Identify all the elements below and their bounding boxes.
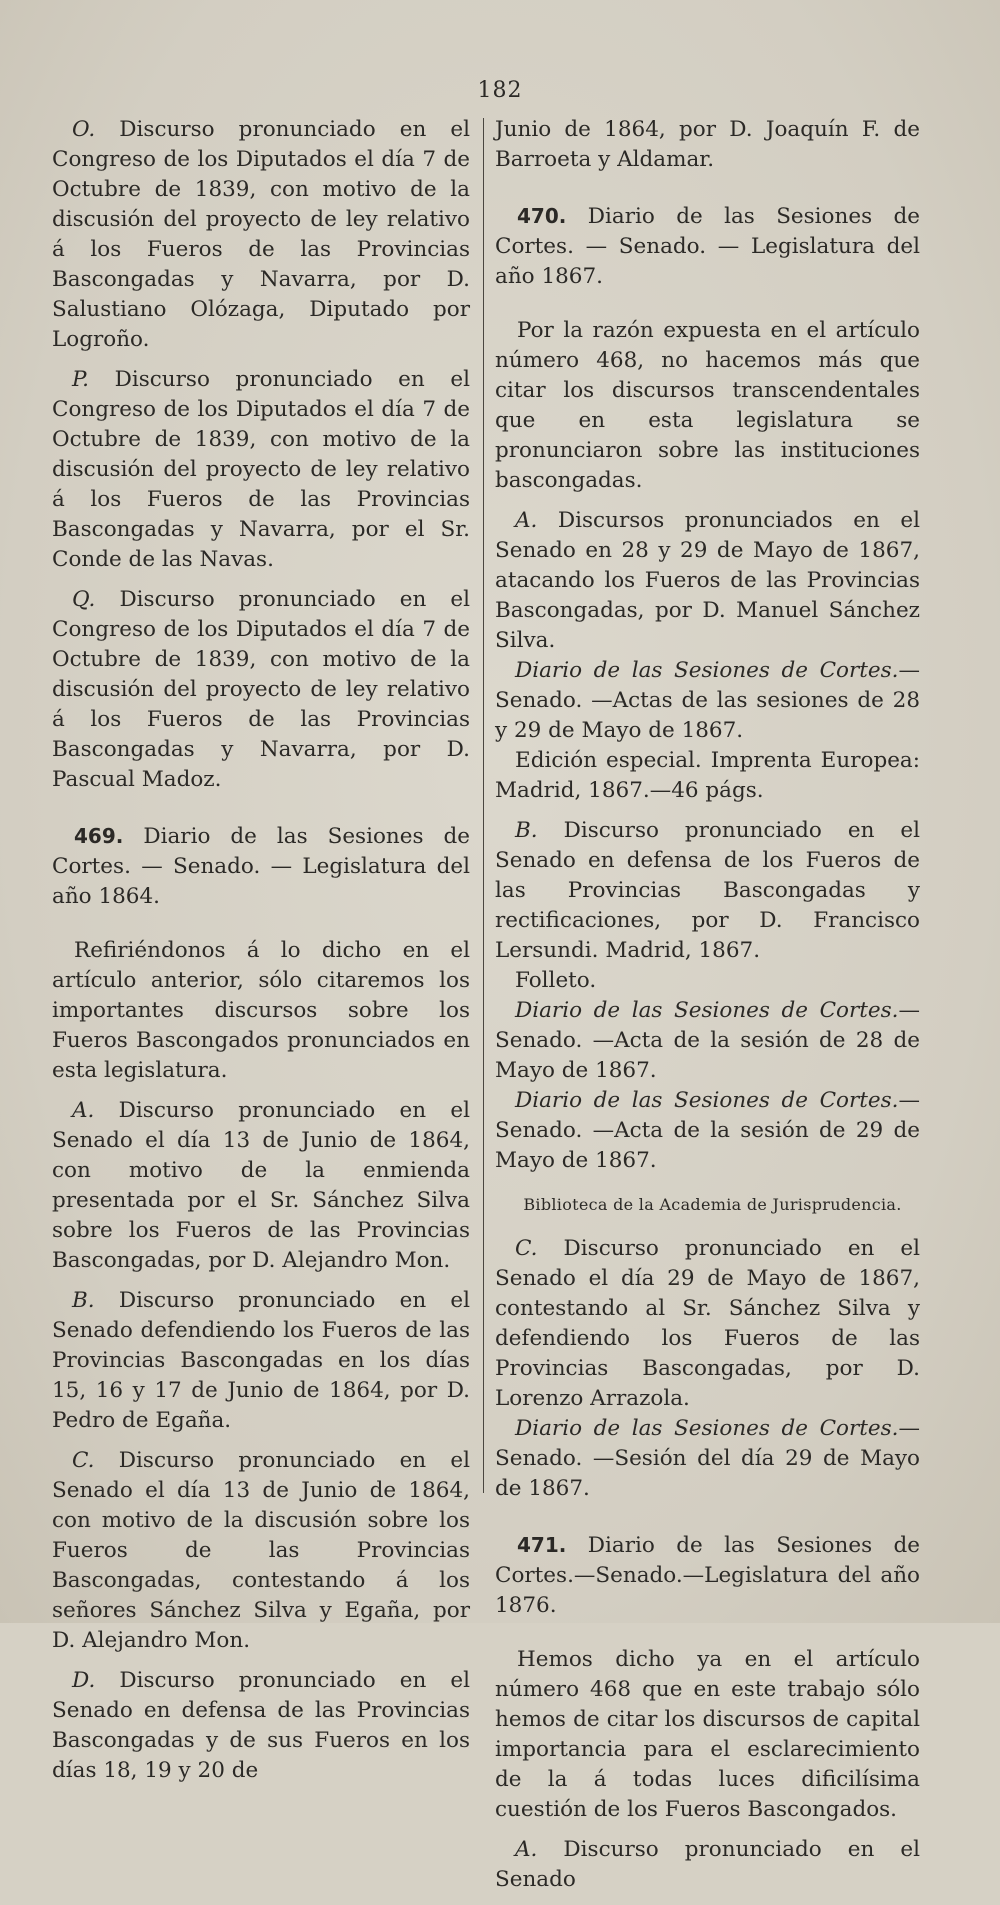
entry-text: Discurso pronunciado en el Congreso de los Diputados el día 7 de Octubre de 1839, con motivo de la discusión del proyecto de ley relativo á los Fueros de las Provincias Bascongadas y Navarra, por el Sr. Conde de las Navas. <box>52 367 470 572</box>
entry-mark: B. <box>72 1288 95 1313</box>
entry-text: Discursos pronunciados en el Senado en 28 y 29 de Mayo de 1867, atacando los Fueros de las Provincias Bascongadas, por D. Manuel Sánchez Silva. <box>495 508 920 653</box>
citation-detail: —Senado. —Sesión del día 29 de Mayo de 1867. <box>495 1416 920 1501</box>
entry-mark: C. <box>515 1236 538 1261</box>
edition-note: Edición especial. Imprenta Europea: Madrid, 1867.—46 págs. <box>495 748 920 803</box>
entry-mark: Q. <box>72 587 96 612</box>
right-column <box>495 115 920 1905</box>
section-heading-469 <box>52 821 470 912</box>
section-number: 469. <box>74 824 124 848</box>
section-intro-469: Refiriéndonos á lo dicho en el artículo anterior, sólo citaremos los importantes discursos sobre los Fueros Bascongados pronunciados en esta legislatura. <box>52 938 470 1083</box>
citation-source: Diario de las Sesiones de Cortes. <box>515 1416 899 1441</box>
citation-source: Diario de las Sesiones de Cortes. <box>515 998 899 1023</box>
section-number: 471. <box>517 1533 567 1557</box>
section-title: Diario de las Sesiones de Cortes. — Senado. — Legislatura del año 1867. <box>495 204 920 289</box>
entry-a <box>52 1096 470 1276</box>
entry-text: Discurso pronunciado en el Congreso de los Diputados el día 7 de Octubre de 1839, con motivo de la discusión del proyecto de ley relativo á los Fueros de las Provincias Bascongadas y Navarra, por D. Pascual Madoz. <box>52 587 470 792</box>
entry-mark: D. <box>72 1668 96 1693</box>
entry-p <box>52 365 470 575</box>
entry-text: Discurso pronunciado en el Senado el día 13 de Junio de 1864, con motivo de la enmienda presentada por el Sr. Sánchez Silva sobre los Fueros de las Provincias Bascongadas, por D. Alejandro Mon. <box>52 1098 470 1273</box>
entry-mark: A. <box>515 508 538 533</box>
citation-detail: —Senado. —Acta de la sesión de 28 de Mayo de 1867. <box>495 998 920 1083</box>
entry-c <box>495 1234 920 1414</box>
format-note: Folleto. <box>515 968 597 993</box>
section-title: Diario de las Sesiones de Cortes. — Senado. — Legislatura del año 1864. <box>52 824 470 909</box>
citation <box>495 656 920 746</box>
entry-text: Discurso pronunciado en el Senado defendiendo los Fueros de las Provincias Bascongadas en los días 15, 16 y 17 de Junio de 1864, por D. Pedro de Egaña. <box>52 1288 470 1433</box>
citation-detail: —Senado. —Acta de la sesión de 29 de Mayo de 1867. <box>495 1088 920 1173</box>
entry-b <box>495 816 920 966</box>
entry-d <box>52 1666 470 1786</box>
entry-b <box>52 1286 470 1436</box>
entry-text: Discurso pronunciado en el Senado en defensa de los Fueros de las Provincias Bascongadas y rectificaciones, por D. Francisco Lersundi. Madrid, 1867. <box>495 818 920 963</box>
citation <box>495 996 920 1086</box>
library-note: Biblioteca de la Academia de Jurisprudencia. <box>523 1195 902 1214</box>
citation-source: Diario de las Sesiones de Cortes. <box>515 1088 899 1113</box>
entry-mark: B. <box>515 818 538 843</box>
entry-mark: A. <box>515 1837 538 1862</box>
entry-mark: P. <box>72 367 89 392</box>
citation <box>495 1086 920 1176</box>
section-intro-471: Hemos dicho ya en el artículo número 468 que en este trabajo sólo hemos de citar los discursos de capital importancia para el esclarecimiento de la á todas luces dificilísima cuestión de los Fueros Bascongados. <box>495 1647 920 1822</box>
citation <box>495 1414 920 1504</box>
entry-a-471 <box>495 1835 920 1895</box>
entry-a <box>495 506 920 656</box>
entry-text: Discurso pronunciado en el Congreso de los Diputados el día 7 de Octubre de 1839, con motivo de la discusión del proyecto de ley relativo á los Fueros de las Provincias Bascongadas y Navarra, por D. Salustiano Olózaga, Diputado por Logroño. <box>52 117 470 352</box>
entry-text: Discurso pronunciado en el Senado el día 29 de Mayo de 1867, contestando al Sr. Sánchez Silva y defendiendo los Fueros de las Provincias Bascongadas, por D. Lorenzo Arrazola. <box>495 1236 920 1411</box>
left-column <box>52 115 470 1796</box>
column-divider <box>483 118 484 1493</box>
section-heading-470 <box>495 201 920 292</box>
citation-detail: —Senado. —Actas de las sesiones de 28 y 29 de Mayo de 1867. <box>495 658 920 743</box>
entry-mark: C. <box>72 1448 95 1473</box>
section-title: Diario de las Sesiones de Cortes.—Senado.—Legislatura del año 1876. <box>495 1533 920 1618</box>
entry-mark: O. <box>72 117 96 142</box>
entry-text: Discurso pronunciado en el Senado en defensa de las Provincias Bascongadas y de sus Fueros en los días 18, 19 y 20 de <box>52 1668 470 1783</box>
entry-o <box>52 115 470 355</box>
section-number: 470. <box>517 204 567 228</box>
section-heading-471 <box>495 1530 920 1621</box>
entry-mark: A. <box>72 1098 95 1123</box>
entry-c <box>52 1446 470 1656</box>
continuation-text: Junio de 1864, por D. Joaquín F. de Barroeta y Aldamar. <box>495 117 920 172</box>
page-number: 182 <box>477 78 523 103</box>
section-intro-470: Por la razón expuesta en el artículo número 468, no hacemos más que citar los discursos transcendentales que en esta legislatura se pronunciaron sobre las instituciones bascongadas. <box>495 318 920 493</box>
entry-text: Discurso pronunciado en el Senado el día 13 de Junio de 1864, con motivo de la discusión sobre los Fueros de las Provincias Bascongadas, contestando á los señores Sánchez Silva y Egaña, por D. Alejandro Mon. <box>52 1448 470 1653</box>
entry-text: Discurso pronunciado en el Senado <box>495 1837 920 1892</box>
citation-source: Diario de las Sesiones de Cortes. <box>515 658 899 683</box>
entry-q <box>52 585 470 795</box>
